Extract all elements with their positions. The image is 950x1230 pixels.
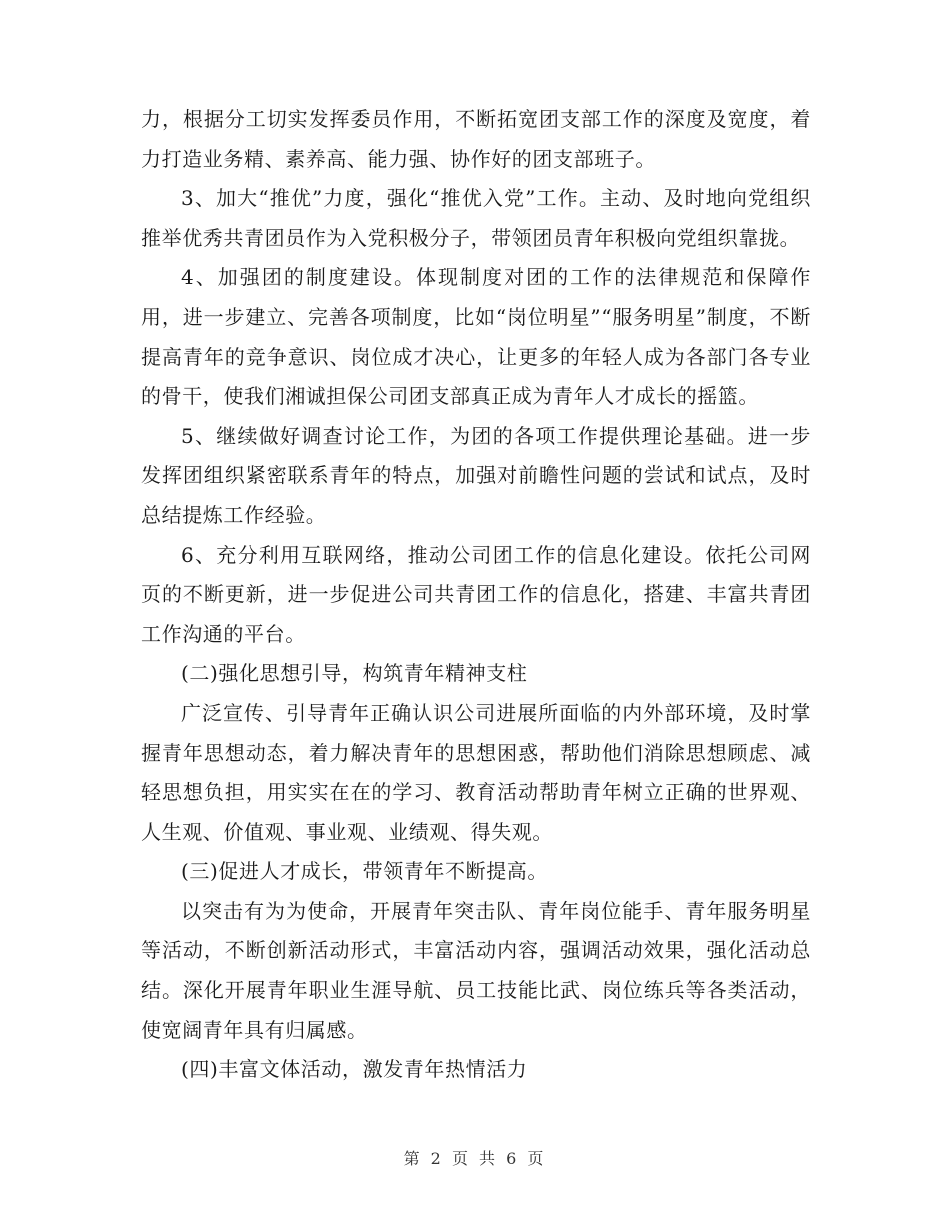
section-heading-2: (二)强化思想引导，构筑青年精神支柱: [181, 661, 528, 686]
paragraph-3: 5、继续做好调查讨论工作，为团的各项工作提供理论基础。进一步发挥团组织紧密联系青年的特点，加强对前瞻性问题的尝试和试点，及时总结提炼工作经验。: [141, 423, 811, 527]
document-body: [141, 100, 811, 1090]
paragraph-4: 6、充分利用互联网络，推动公司团工作的信息化建设。依托公司网页的不断更新，进一步促进公司共青团工作的信息化，搭建、丰富共青团工作沟通的平台。: [141, 542, 811, 646]
section-heading-4: (四)丰富文体活动，激发青年热情活力: [181, 1057, 528, 1082]
paragraph-6: 广泛宣传、引导青年正确认识公司进展所面临的内外部环境，及时掌握青年思想动态，着力解决青年的思想困惑，帮助他们消除思想顾虑、减轻思想负担，用实实在在的学习、教育活动帮助青年树立正确的世界观、人生观、价值观、事业观、业绩观、得失观。: [141, 700, 811, 844]
section-heading-3: (三)促进人才成长，带领青年不断提高。: [181, 859, 549, 884]
paragraph-2: 4、加强团的制度建设。体现制度对团的工作的法律规范和保障作用，进一步建立、完善各项制度，比如“岗位明星”“服务明星”制度，不断提高青年的竞争意识、岗位成才决心，让更多的年轻人成为各部门各专业的骨干，使我们湘诚担保公司团支部真正成为青年人才成长的摇篮。: [141, 265, 811, 409]
paragraph-1: 3、加大“推优”力度，强化“推优入党”工作。主动、及时地向党组织推举优秀共青团员作为入党积极分子，带领团员青年积极向党组织靠拢。: [141, 186, 811, 250]
paragraph-8: 以突击有为为使命，开展青年突击队、青年岗位能手、青年服务明星等活动，不断创新活动形式，丰富活动内容，强调活动效果，强化活动总结。深化开展青年职业生涯导航、员工技能比武、岗位练兵等各类活动，使宽阔青年具有归属感。: [141, 898, 811, 1042]
page-number-footer: 第 2 页 共 6 页: [403, 1149, 547, 1168]
paragraph-0: 力，根据分工切实发挥委员作用，不断拓宽团支部工作的深度及宽度，着力打造业务精、素养高、能力强、协作好的团支部班子。: [141, 107, 811, 171]
